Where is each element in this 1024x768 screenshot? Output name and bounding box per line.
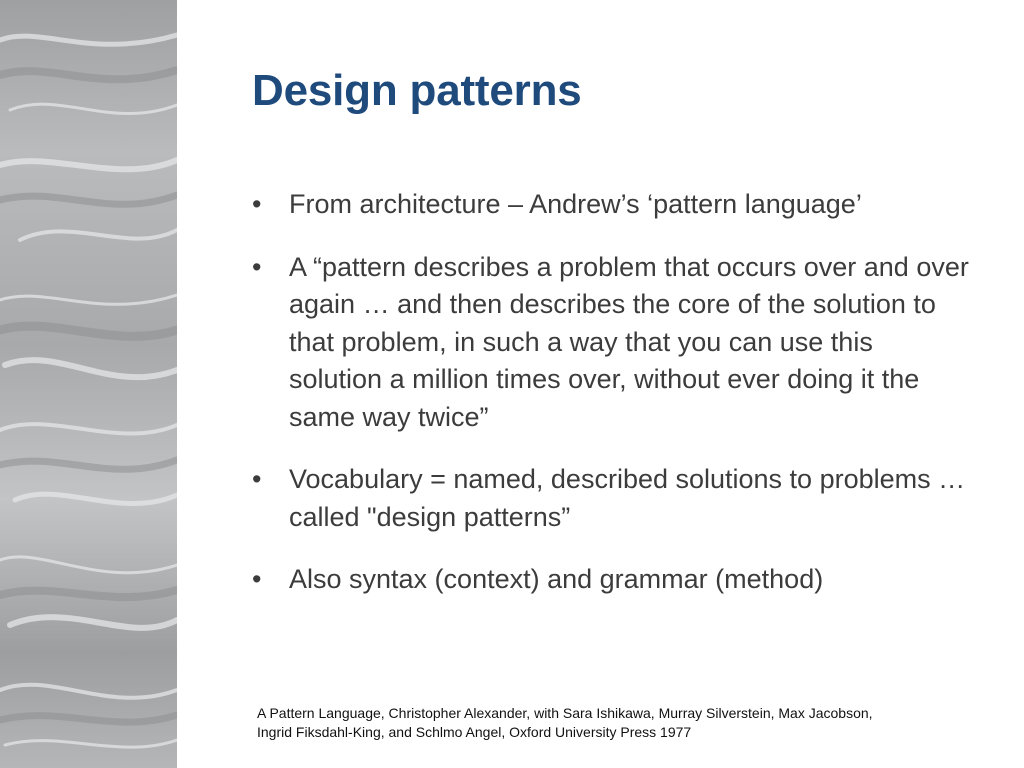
bullet-list [252,186,972,624]
slide-title: Design patterns [252,66,582,115]
water-texture-panel [0,0,177,768]
bullet-text: From architecture – Andrew’s ‘pattern language’ [289,189,862,219]
bullet-marker: • [252,464,262,494]
bullet-text: Also syntax (context) and grammar (method) [289,564,824,594]
footnote-line-1: A Pattern Language, Christopher Alexander, with Sara Ishikawa, Murray Silverstein, Max Jacobson, [257,705,873,721]
bullet-item [252,249,972,437]
bullet-text: Vocabulary = named, described solutions to problems … called "design patterns” [289,464,966,532]
bullet-marker: • [252,251,262,282]
water-ripple-image [0,0,177,768]
bullet-item [252,561,972,599]
bullet-text: A “pattern describes a problem that occurs over and over again … and then describes the core of the solution to that problem, in such a way that you can use this solution a million times over, without ever doing it the same way twice” [289,251,969,432]
bullet-item [252,461,972,536]
footnote-line-2: Ingrid Fiksdahl-King, and Schlmo Angel, Oxford University Press 1977 [257,723,692,740]
reference-footnote [257,704,997,741]
bullet-marker: • [252,564,262,594]
bullet-marker: • [252,189,262,219]
bullet-item [252,186,972,224]
